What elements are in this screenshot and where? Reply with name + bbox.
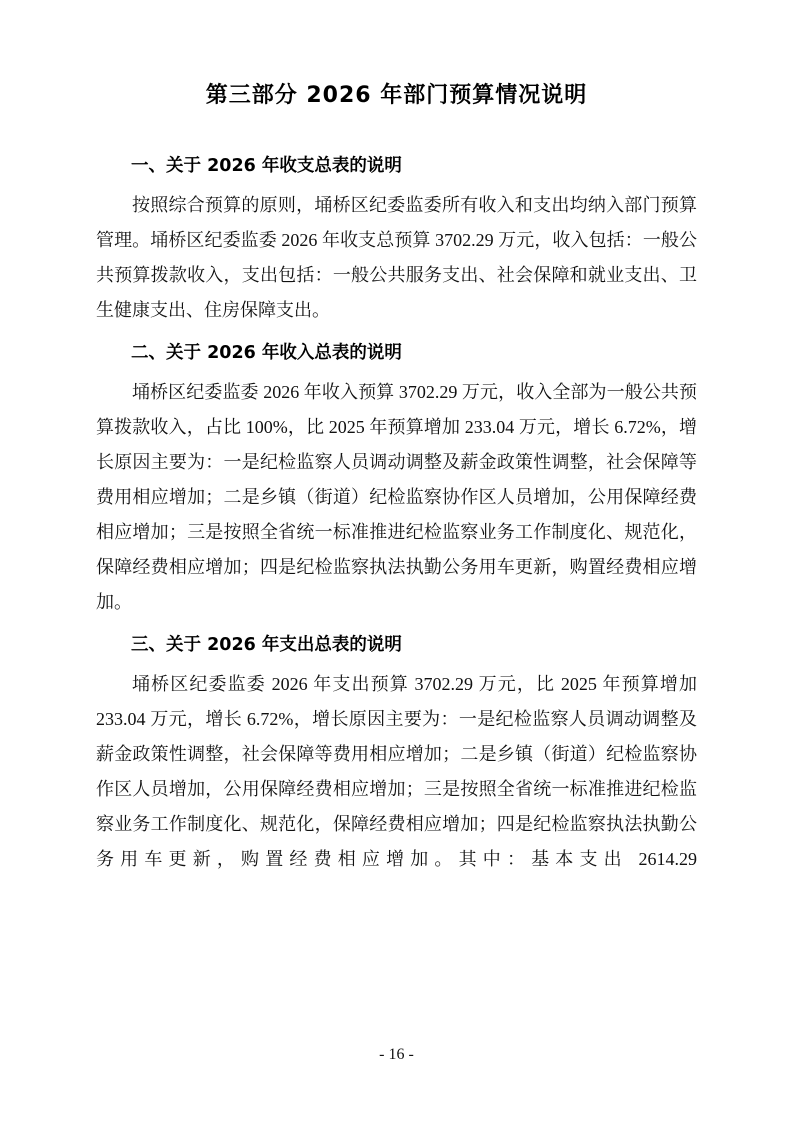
section-2-paragraph: 埇桥区纪委监委 2026 年收入预算 3702.29 万元，收入全部为一般公共预算拨款收入，占比 100%，比 2025 年预算增加 233.04 万元，增长 6.72%，增长原因主要为：一是纪检监察人员调动调整及薪金政策性调整，社会保障等费用相应增加；二是乡镇（街道）纪检监察协作区人员增加，公用保障经费相应增加；三是按照全省统一标准推进纪检监察业务工作制度化、规范化，保障经费相应增加；四是纪检监察执法执勤公务用车更新，购置经费相应增加。 xyxy=(96,381,697,613)
section-1-paragraph: 按照综合预算的原则，埇桥区纪委监委所有收入和支出均纳入部门预算管理。埇桥区纪委监委 2026 年收支总预算 3702.29 万元，收入包括：一般公共预算拨款收入，支出包括：一般公共服务支出、社会保障和就业支出、卫生健康支出、住房保障支出。 xyxy=(96,194,697,320)
page-number: - 16 - xyxy=(379,1046,414,1063)
section-3-paragraph: 埇桥区纪委监委 2026 年支出预算 3702.29 万元，比 2025 年预算增加 233.04 万元，增长 6.72%，增长原因主要为：一是纪检监察人员调动调整及薪金政策性调整，社会保障等费用相应增加；二是乡镇（街道）纪检监察协作区人员增加，公用保障经费相应增加；三是按照全省统一标准推进纪检监察业务工作制度化、规范化，保障经费相应增加；四是纪检监察执法执勤公务用车更新，购置经费相应增加。其中：基本支出 2614.29 xyxy=(96,673,697,870)
page-title: 第三部分 2026 年部门预算情况说明 xyxy=(205,83,588,108)
page-content xyxy=(96,78,697,887)
section-3-heading: 三、关于 2026 年支出总表的说明 xyxy=(131,635,402,656)
section-2-heading: 二、关于 2026 年收入总表的说明 xyxy=(131,343,402,363)
section-3 xyxy=(96,630,697,877)
section-1-heading: 一、关于 2026 年收支总表的说明 xyxy=(131,156,402,176)
section-2 xyxy=(96,338,697,620)
section-1 xyxy=(96,151,697,328)
